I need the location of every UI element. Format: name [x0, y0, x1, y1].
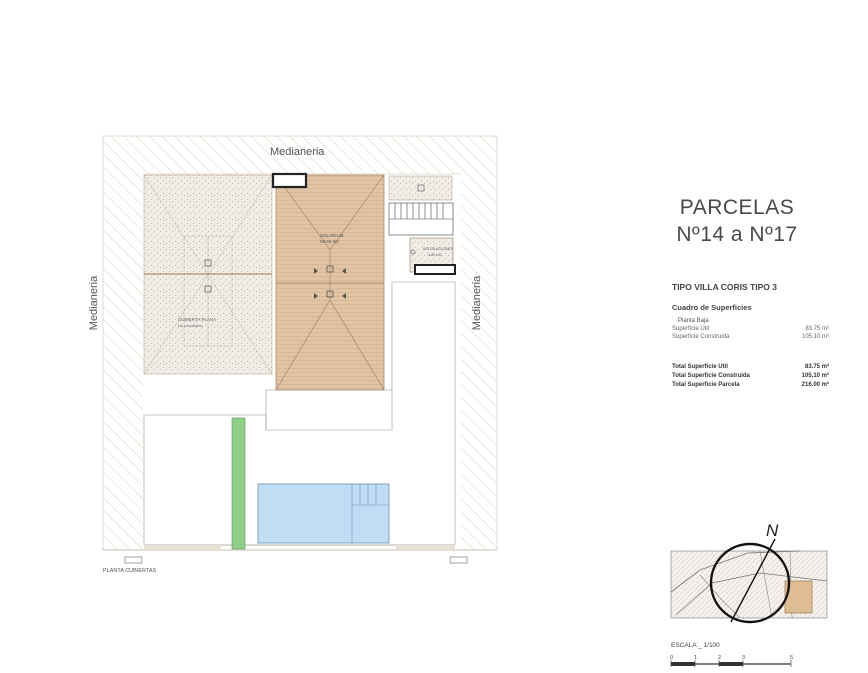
surface-row-value: 83.75 m² [805, 326, 829, 332]
pool [258, 484, 389, 543]
subtitle: TIPO VILLA CORIS TIPO 3 [672, 282, 778, 292]
total-row-label: Total Superficie Util [672, 364, 728, 370]
surfaces-heading: Cuadro de Superficies [672, 303, 752, 312]
total-row [672, 382, 829, 388]
north-label: N [766, 521, 779, 540]
surface-row [672, 326, 829, 332]
scale-tick: 2 [718, 655, 722, 661]
medianeria-right-label: Medianeria [471, 275, 483, 331]
total-row-value: 216.00 m² [801, 382, 829, 388]
scale-tick: 0 [670, 655, 674, 661]
plan-caption: PLANTA CUBIERTAS [103, 568, 157, 574]
total-row-value: 83.75 m² [804, 364, 829, 370]
scale-tick: 5 [790, 655, 794, 661]
total-row-value: 105.10 m² [801, 373, 829, 379]
surface-row-label: Superficie Util [672, 326, 710, 332]
room-left-sub: No transitable [178, 323, 203, 328]
surface-row-value: 105.10 m² [801, 334, 829, 340]
medianeria-left-label: Medianeria [88, 275, 100, 331]
title-line-1: PARCELAS [679, 196, 795, 219]
solarium-label: SOLARIUM [320, 233, 344, 238]
total-row-label: Total Superficie Parcela [672, 382, 740, 388]
medianeria-top-label: Medianeria [270, 146, 325, 158]
installations-area: 4.80 m2 [428, 253, 442, 257]
floor-label: Planta Baja [678, 318, 709, 324]
skylight [273, 174, 306, 187]
total-row [672, 373, 829, 379]
room-left-label: CUBIERTA PLANA [178, 317, 217, 322]
stairs [389, 203, 453, 235]
scale-tick: 1 [694, 655, 698, 661]
solarium-area: 59.60 m2 [320, 239, 339, 244]
installations-label: INSTALACIONES [423, 247, 454, 251]
surface-row [672, 334, 829, 340]
scale-label: ESCALA _ 1/100 [671, 642, 720, 649]
total-row [672, 364, 829, 370]
scale-bar [671, 660, 791, 667]
planter-strip [232, 418, 245, 549]
title-line-2: Nº14 a Nº17 [676, 223, 798, 246]
surface-row-label: Superficie Construida [672, 334, 730, 340]
total-row-label: Total Superficie Construida [672, 373, 750, 379]
scale-tick: 3 [742, 655, 746, 661]
